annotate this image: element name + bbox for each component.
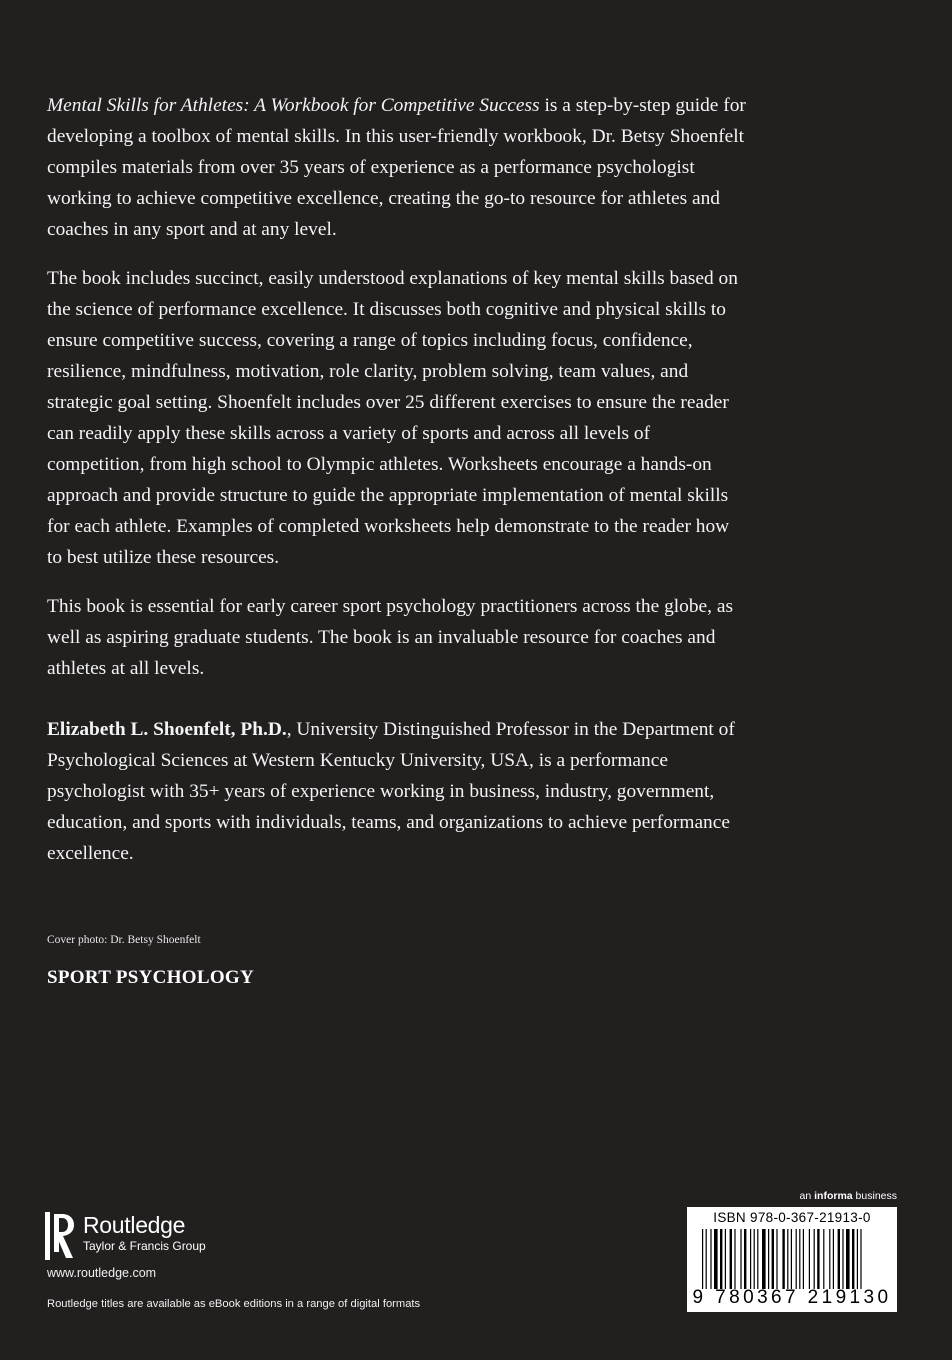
barcode-bars-icon <box>696 1229 888 1289</box>
isbn-label: ISBN 978-0-367-21913-0 <box>713 1210 871 1225</box>
barcode <box>687 1207 897 1312</box>
informa-business-tag <box>800 1190 897 1202</box>
publisher-website[interactable]: www.routledge.com <box>47 1266 157 1280</box>
informa-brand: informa <box>814 1190 853 1202</box>
cover-photo-credit: Cover photo: Dr. Betsy Shoenfelt <box>47 934 201 946</box>
routledge-logo <box>45 1212 206 1260</box>
description-text-1: is a step-by-step guide for developing a toolbox of mental skills. In this user-friendly workbook, Dr. Betsy Shoenfelt compiles materials from over 35 years of experience as a performance psychologist working to achieve competitive excellence, creating the go-to resource for athletes and coaches in any sport and at any level. <box>47 95 746 240</box>
book-title: Mental Skills for Athletes: A Workbook for Competitive Success <box>47 95 540 116</box>
ean-digits: 9 780367 219130 <box>692 1287 892 1308</box>
author-name: Elizabeth L. Shoenfelt, Ph.D. <box>47 719 287 740</box>
author-bio-text: , University Distinguished Professor in the Department of Psychological Sciences at Western Kentucky University, USA, is a performance psychologist with 35+ years of experience working in business, industry, government, education, and sports with individuals, teams, and organizations to achieve performance excellence. <box>47 719 735 864</box>
informa-suffix: business <box>852 1190 897 1202</box>
informa-prefix: an <box>799 1190 815 1202</box>
subject-category: SPORT PSYCHOLOGY <box>47 967 255 988</box>
back-cover-text <box>47 90 747 887</box>
description-paragraph-3: This book is essential for early career sport psychology practitioners across the globe, as well as aspiring graduate students. The book is an invaluable resource for coaches and athletes at all levels. <box>47 596 734 679</box>
publisher-name: Routledge <box>83 1212 186 1238</box>
description-paragraph-2: The book includes succinct, easily understood explanations of key mental skills based on the science of performance excellence. It discusses both cognitive and physical skills to ensure competitive success, covering a range of topics including focus, confidence, resilience, mindfulness, motivation, role clarity, problem solving, team values, and strategic goal setting. Shoenfelt includes over 25 different exercises to ensure the reader can readily apply these skills across a variety of sports and across all levels of competition, from high school to Olympic athletes. Worksheets encourage a hands-on approach and provide structure to guide the appropriate implementation of mental skills for each athlete. Examples of completed worksheets help demonstrate to the reader how to best utilize these resources. <box>47 268 738 568</box>
publisher-group: Taylor & Francis Group <box>83 1239 206 1253</box>
author-bio <box>47 714 747 869</box>
routledge-r-icon <box>45 1212 75 1260</box>
ebook-note: Routledge titles are available as eBook editions in a range of digital formats <box>47 1298 421 1310</box>
description-paragraph-1 <box>47 90 747 245</box>
